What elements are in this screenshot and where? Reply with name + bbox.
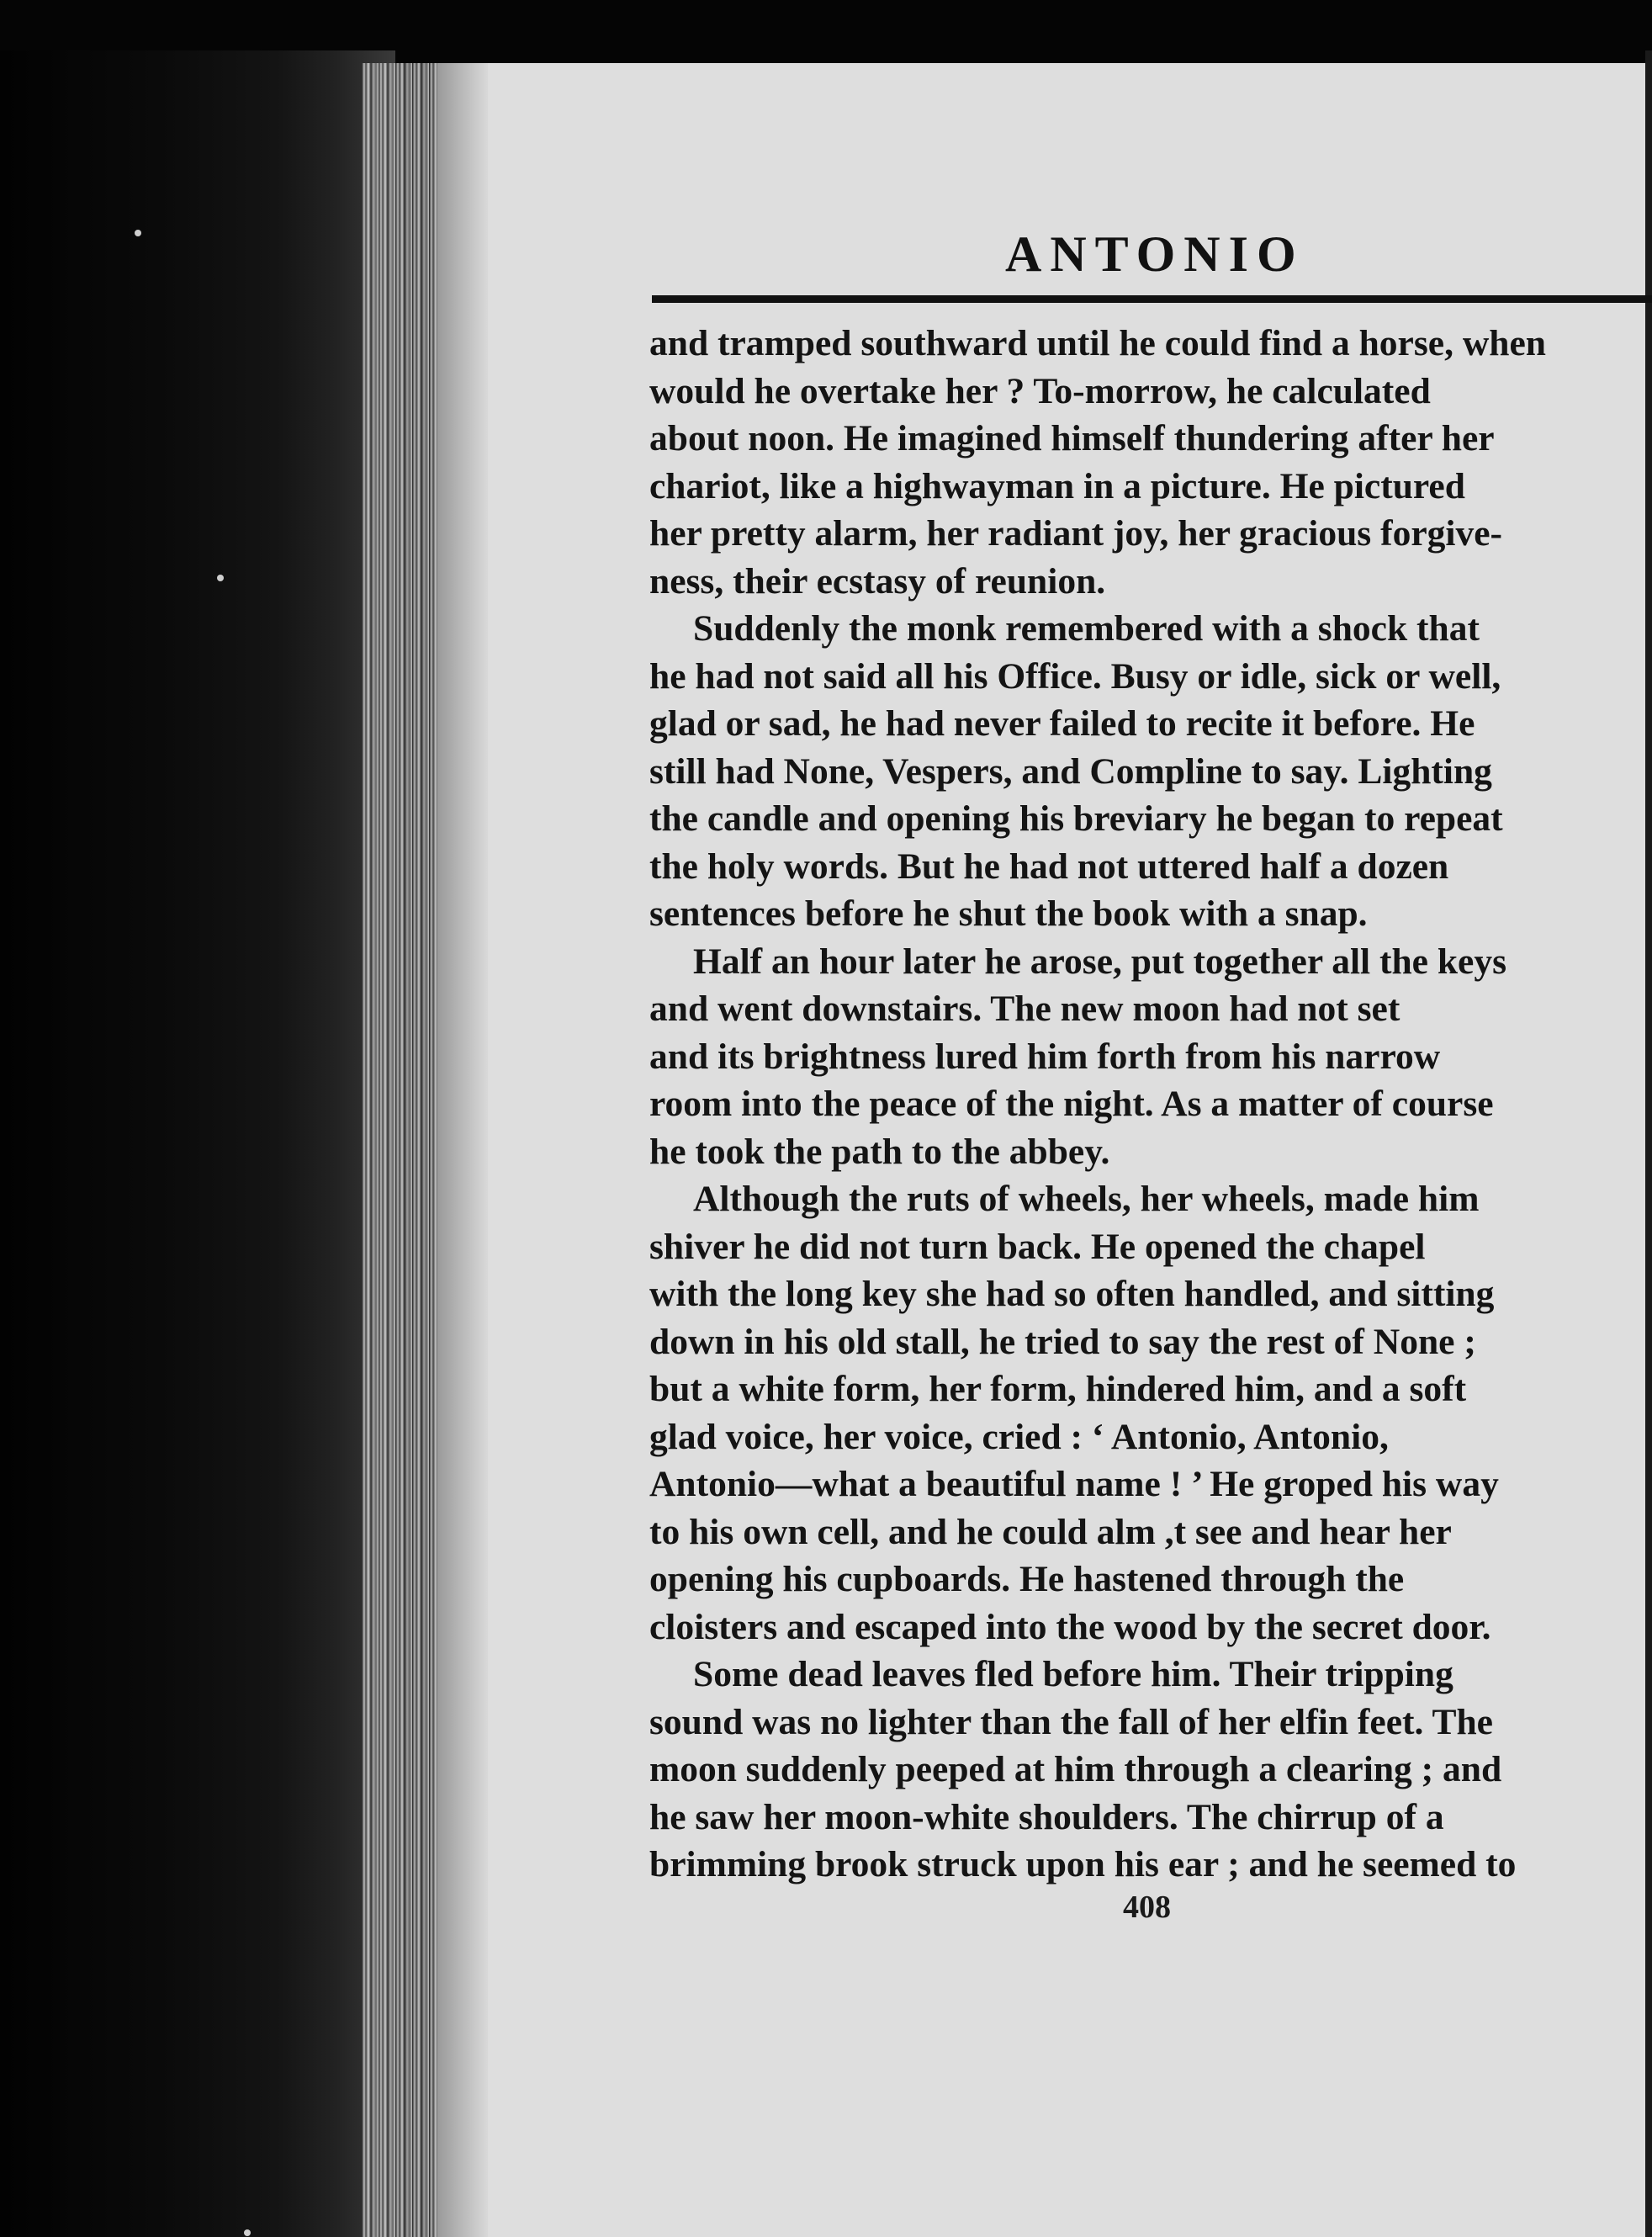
text-line: still had None, Vespers, and Compline to say. Lighting	[649, 750, 1492, 792]
text-line: down in his old stall, he tried to say the rest of None ;	[649, 1321, 1476, 1362]
text-line: the candle and opening his breviary he began to repeat	[649, 798, 1503, 839]
book-binding-shadow	[0, 50, 395, 2237]
text-line: chariot, like a highwayman in a picture. He pictured	[649, 465, 1465, 506]
text-line: Suddenly the monk remembered with a shock that	[693, 608, 1480, 649]
text-line: he took the path to the abbey.	[649, 1131, 1110, 1172]
text-line: her pretty alarm, her radiant joy, her gracious forgive-	[649, 513, 1503, 554]
page-number: 408	[1123, 1890, 1171, 1925]
text-line: brimming brook struck upon his ear ; and he seemed to	[649, 1844, 1517, 1884]
gutter-shade	[437, 63, 488, 2237]
text-line: Although the ruts of wheels, her wheels, made him	[693, 1179, 1480, 1219]
text-line: with the long key she had so often handled, and sitting	[649, 1274, 1495, 1314]
text-line: glad or sad, he had never failed to recite it before. He	[649, 703, 1475, 744]
header-rule	[652, 295, 1652, 303]
text-line: and tramped southward until he could find a horse, when	[649, 323, 1546, 363]
dust-speck	[135, 230, 141, 236]
text-line: Antonio—what a beautiful name ! ’ He groped his way	[649, 1464, 1499, 1504]
text-line: ness, their ecstasy of reunion.	[649, 560, 1106, 602]
text-line: about noon. He imagined himself thundering after her	[649, 418, 1495, 459]
text-line: but a white form, her form, hindered him, and a soft	[649, 1369, 1467, 1409]
text-line: would he overtake her ? To-morrow, he calculated	[649, 370, 1431, 411]
text-line: room into the peace of the night. As a matter of course	[649, 1084, 1494, 1124]
text-line: sentences before he shut the book with a snap.	[649, 893, 1368, 934]
text-line: sound was no lighter than the fall of her elfin feet. The	[649, 1701, 1493, 1742]
body-text	[649, 320, 1652, 1889]
dust-speck	[217, 575, 224, 581]
text-line: and its brightness lured him forth from his narrow	[649, 1036, 1441, 1077]
text-line: moon suddenly peeped at him through a clearing ; and	[649, 1749, 1502, 1789]
text-line: to his own cell, and he could alm ,t see and hear her	[649, 1511, 1452, 1552]
dust-speck	[244, 2229, 251, 2236]
running-head: ANTONIO	[1005, 226, 1305, 282]
text-line: Some dead leaves fled before him. Their tripping	[693, 1654, 1453, 1694]
text-line: opening his cupboards. He hastened through the	[649, 1559, 1405, 1599]
text-line: he had not said all his Office. Busy or idle, sick or well,	[649, 655, 1501, 697]
text-line: shiver he did not turn back. He opened the chapel	[649, 1226, 1426, 1267]
text-line: the holy words. But he had not uttered half a dozen	[649, 846, 1449, 887]
text-line: Half an hour later he arose, put together all the keys	[693, 941, 1507, 982]
text-line: glad voice, her voice, cried : ‘ Antonio, Antonio,	[649, 1416, 1389, 1457]
text-line: he saw her moon-white shoulders. The chirrup of a	[649, 1796, 1444, 1837]
text-line: cloisters and escaped into the wood by the secret door.	[649, 1606, 1491, 1647]
text-line: and went downstairs. The new moon had not set	[649, 989, 1400, 1029]
